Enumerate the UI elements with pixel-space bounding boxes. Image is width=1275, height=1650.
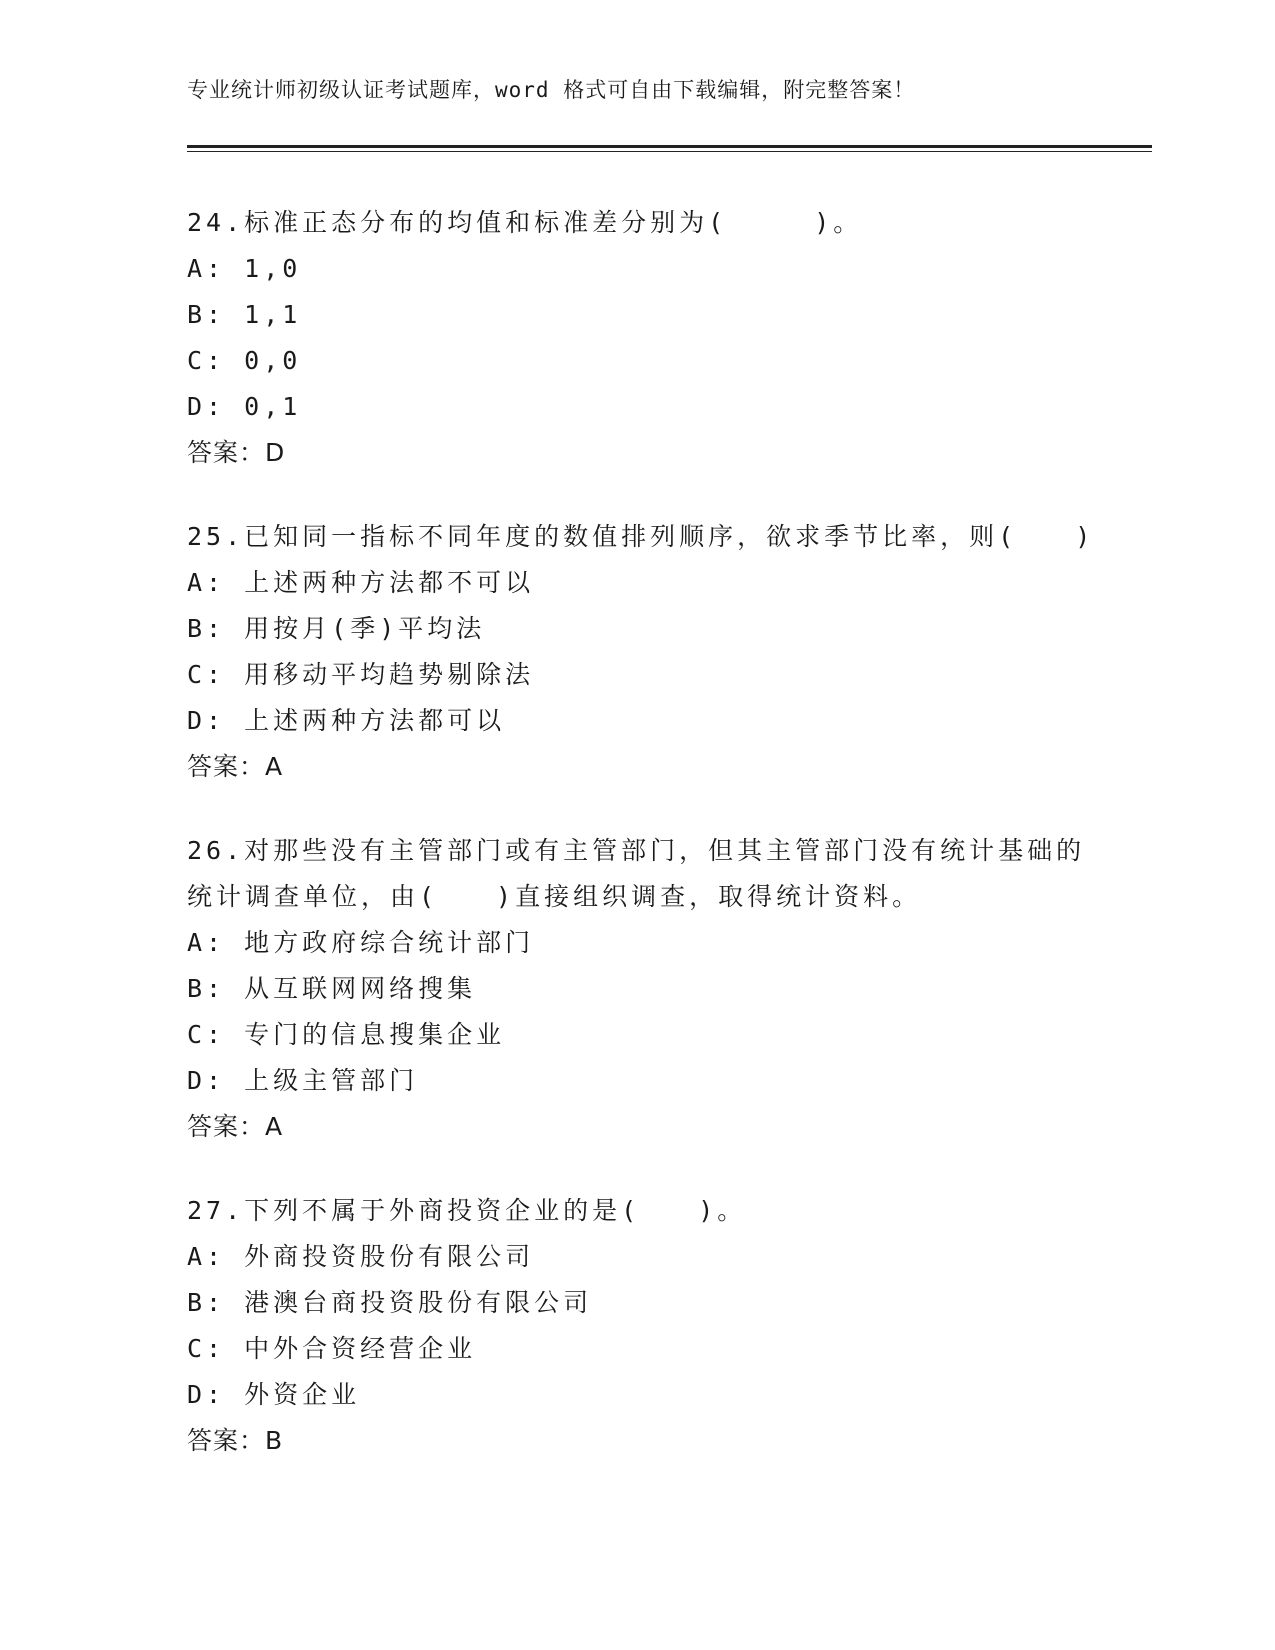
option-c: C: 中外合资经营企业 <box>187 1334 477 1363</box>
question-25 <box>187 514 1107 790</box>
option-a: A: 外商投资股份有限公司 <box>187 1242 535 1271</box>
header-rule-thin <box>187 151 1152 152</box>
option-a: A: 上述两种方法都不可以 <box>187 568 535 597</box>
question-text: 27.下列不属于外商投资企业的是( )。 <box>187 1196 747 1225</box>
option-b: B: 用按月(季)平均法 <box>187 614 486 643</box>
header-rule-thick <box>187 145 1152 148</box>
option-a: A: 1,0 <box>187 254 302 283</box>
option-d: D: 上述两种方法都可以 <box>187 706 506 735</box>
option-d: D: 0,1 <box>187 392 302 421</box>
answer-text: 答案：D <box>187 438 286 467</box>
option-b: B: 1,1 <box>187 300 302 329</box>
question-24 <box>187 200 1107 476</box>
answer-text: 答案：B <box>187 1426 284 1455</box>
option-d: D: 上级主管部门 <box>187 1066 419 1095</box>
option-b: B: 港澳台商投资股份有限公司 <box>187 1288 593 1317</box>
question-27 <box>187 1188 1107 1464</box>
question-26 <box>187 828 1107 1150</box>
answer-text: 答案：A <box>187 752 284 781</box>
option-b: B: 从互联网网络搜集 <box>187 974 477 1003</box>
option-a: A: 地方政府综合统计部门 <box>187 928 535 957</box>
question-text: 24.标准正态分布的均值和标准差分别为( )。 <box>187 208 863 237</box>
option-c: C: 0,0 <box>187 346 302 375</box>
page-header: 专业统计师初级认证考试题库，word 格式可自由下载编辑，附完整答案！ <box>187 78 916 102</box>
option-c: C: 专门的信息搜集企业 <box>187 1020 506 1049</box>
question-text: 26.对那些没有主管部门或有主管部门，但其主管部门没有统计基础的统计调查单位，由( )直接组织调查，取得统计资料。 <box>187 836 1086 911</box>
option-c: C: 用移动平均趋势剔除法 <box>187 660 535 689</box>
answer-text: 答案：A <box>187 1112 284 1141</box>
option-d: D: 外资企业 <box>187 1380 361 1409</box>
question-list <box>187 200 1107 1502</box>
question-text: 25.已知同一指标不同年度的数值排列顺序，欲求季节比率，则( ) <box>187 522 1095 551</box>
